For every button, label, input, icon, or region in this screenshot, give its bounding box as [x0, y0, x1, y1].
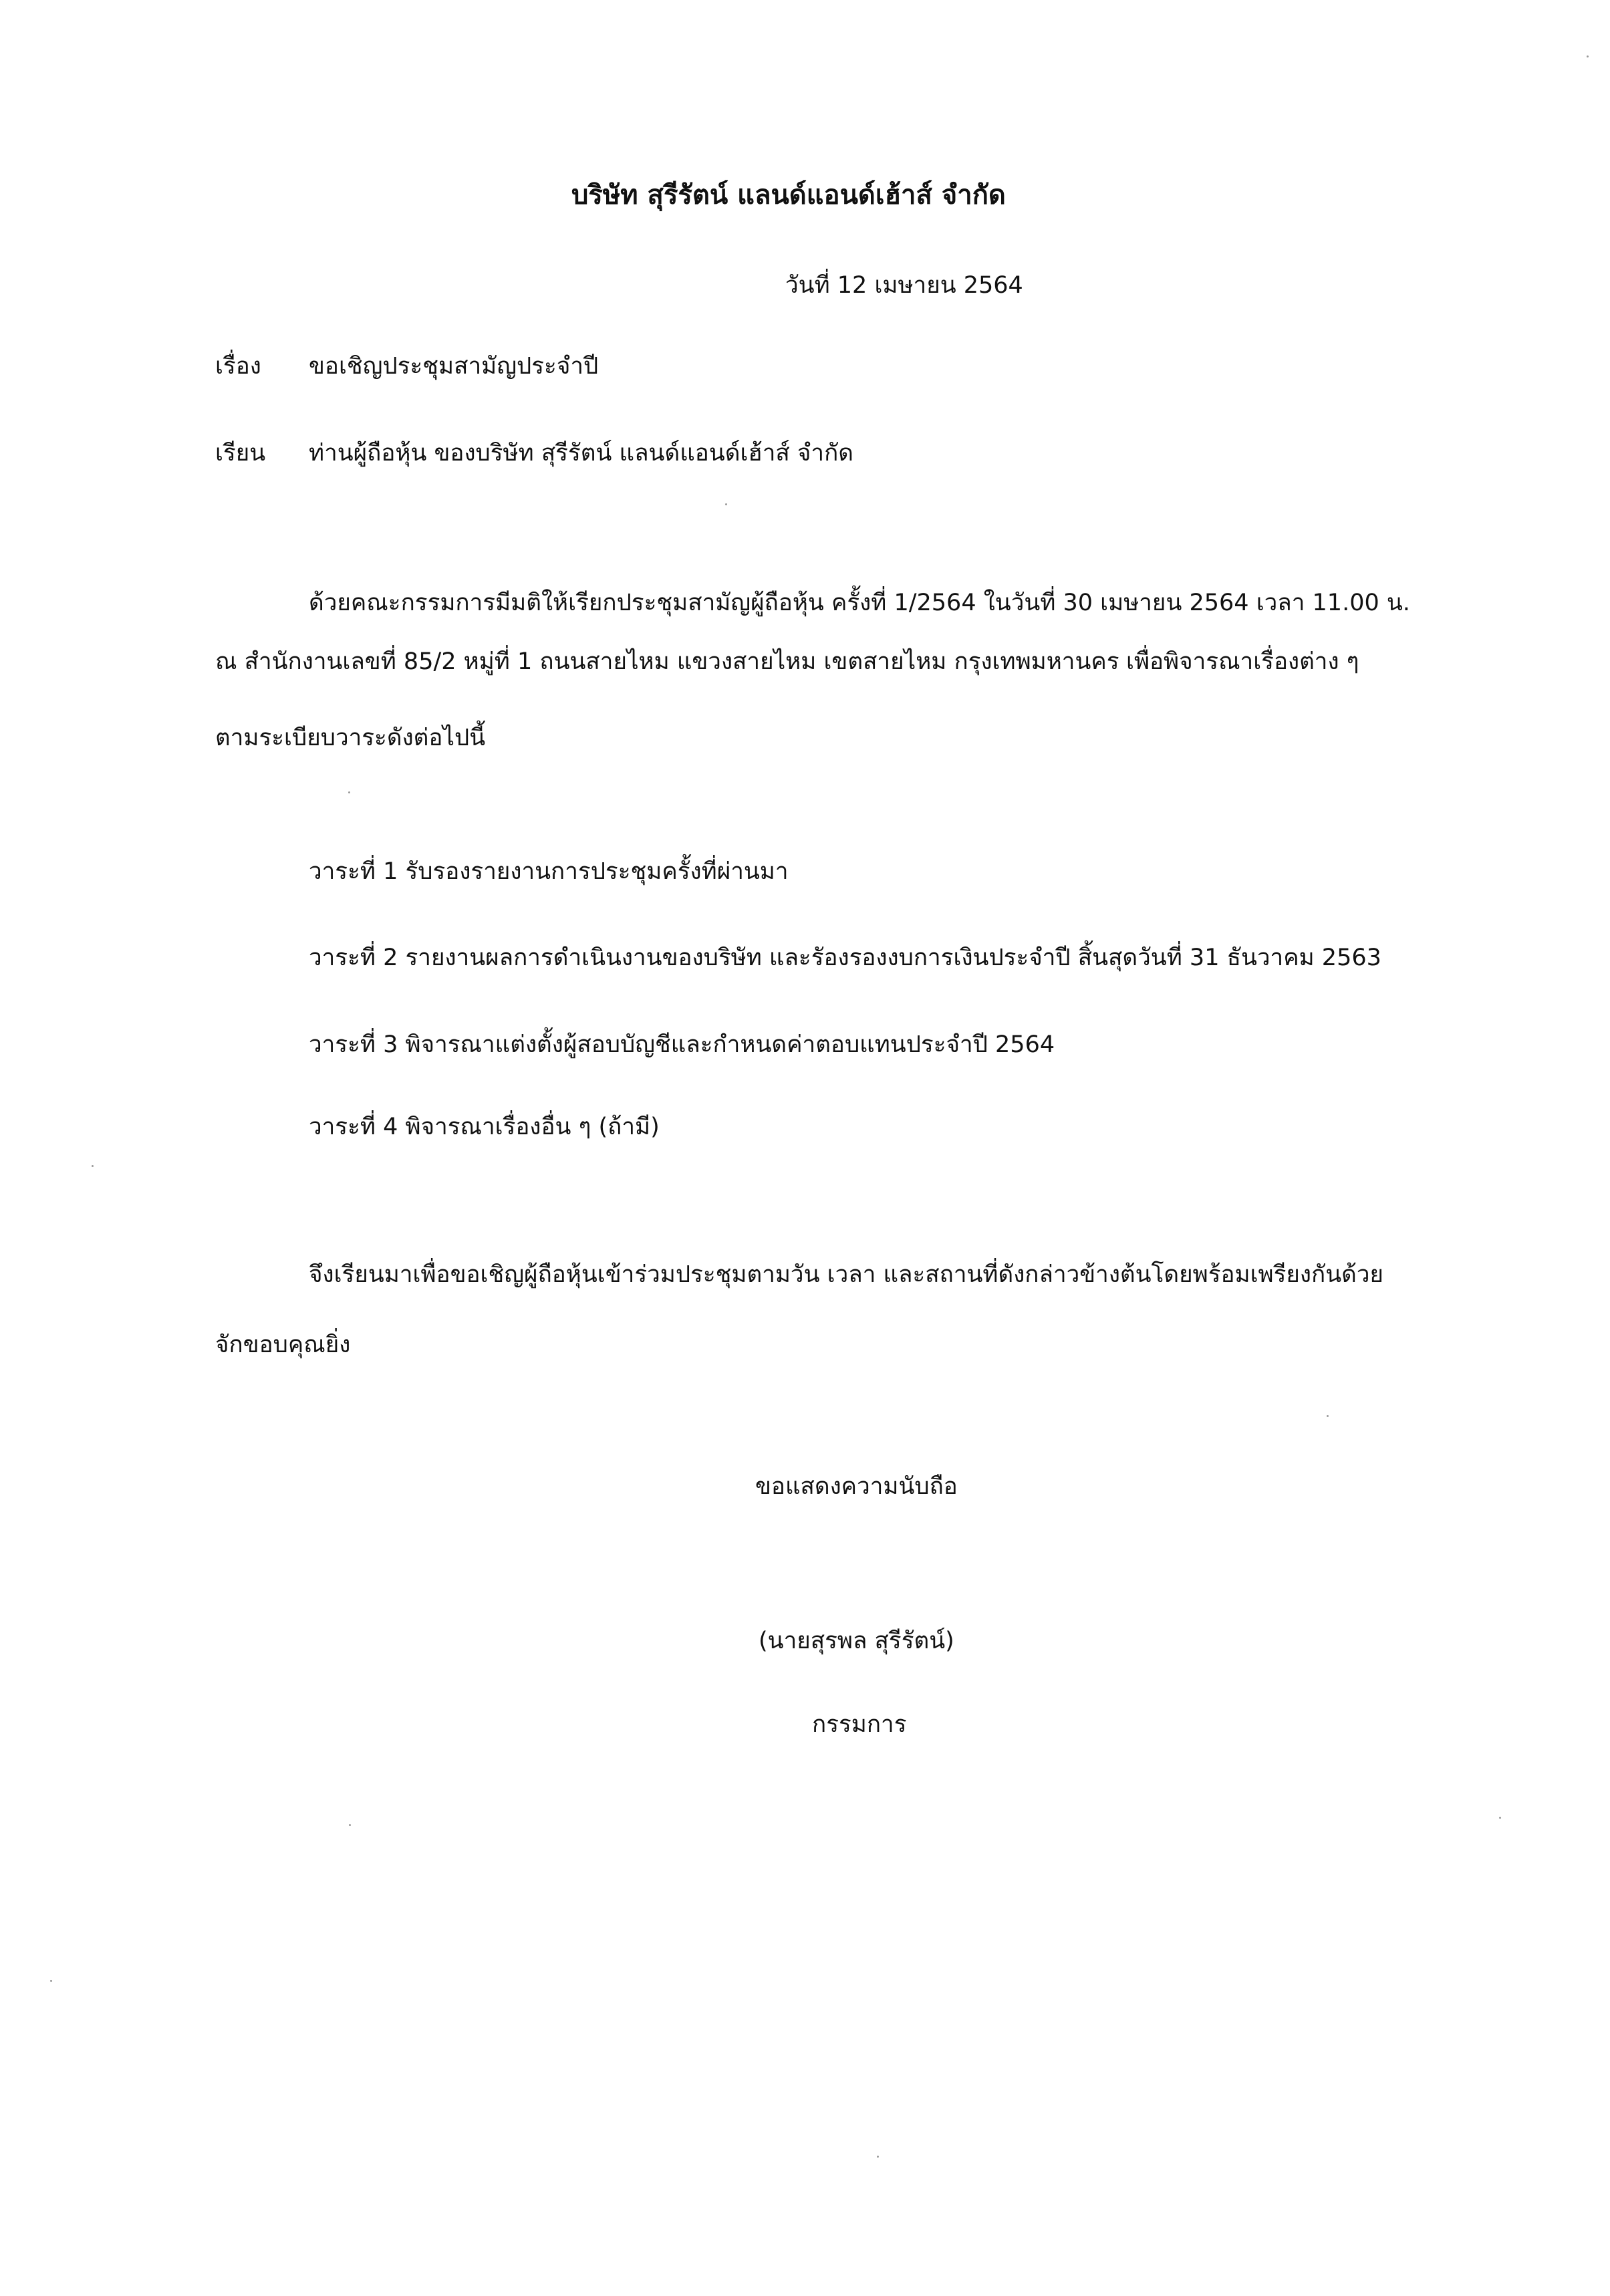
complimentary-close: ขอแสดงความนับถือ: [755, 1473, 958, 1500]
scan-speck: [92, 1165, 94, 1167]
signer-name: (นายสุรพล สุรีรัตน์): [759, 1628, 954, 1654]
subject-text: ขอเชิญประชุมสามัญประจำปี: [309, 353, 599, 380]
scan-speck: [1587, 55, 1589, 57]
scan-speck: [725, 503, 727, 505]
scan-speck: [348, 791, 350, 793]
recipient-label: เรียน: [215, 440, 266, 467]
agenda-item-1: วาระที่ 1 รับรองรายงานการประชุมครั้งที่ผ่านมา: [309, 858, 789, 885]
company-title: บริษัท สุรีรัตน์ แลนด์แอนด์เฮ้าส์ จำกัด: [571, 180, 1006, 211]
recipient-text: ท่านผู้ถือหุ้น ของบริษัท สุรีรัตน์ แลนด์แอนด์เฮ้าส์ จำกัด: [309, 440, 853, 467]
signer-position: กรรมการ: [812, 1711, 907, 1738]
closing-paragraph-line-2: จักขอบคุณยิ่ง: [215, 1331, 351, 1358]
agenda-item-3: วาระที่ 3 พิจารณาแต่งตั้งผู้สอบบัญชีและกำหนดค่าตอบแทนประจำปี 2564: [309, 1031, 1055, 1058]
scan-speck: [50, 1980, 52, 1982]
letter-date: วันที่ 12 เมษายน 2564: [785, 272, 1023, 299]
closing-paragraph-line-1: จึงเรียนมาเพื่อขอเชิญผู้ถือหุ้นเข้าร่วมประชุมตามวัน เวลา และสถานที่ดังกล่าวข้างต้นโดยพร้อมเพรียงกันด้วย: [309, 1261, 1384, 1288]
subject-label: เรื่อง: [215, 353, 261, 380]
intro-paragraph-line-2-end: เพื่อพิจารณาเรื่องต่าง ๆ: [1126, 648, 1359, 675]
scan-speck: [1499, 1817, 1501, 1819]
scan-speck: [1327, 1415, 1329, 1417]
intro-paragraph-line-1: ด้วยคณะกรรมการมีมติให้เรียกประชุมสามัญผู้ถือหุ้น ครั้งที่ 1/2564 ในวันที่ 30 เมษายน 2564 เวลา 11.00 น.: [309, 590, 1410, 616]
scan-speck: [877, 2156, 879, 2158]
agenda-item-2: วาระที่ 2 รายงานผลการดำเนินงานของบริษัท และรัองรองงบการเงินประจำปี สิ้นสุดวันที่ 31 ธันวาคม 2563: [309, 944, 1381, 971]
intro-paragraph-line-3: ตามระเบียบวาระดังต่อไปนี้: [215, 725, 486, 751]
intro-paragraph-line-2: ณ สำนักงานเลขที่ 85/2 หมู่ที่ 1 ถนนสายไหม แขวงสายไหม เขตสายไหม กรุงเทพมหานคร: [215, 648, 1119, 675]
scan-speck: [349, 1824, 351, 1826]
agenda-item-4: วาระที่ 4 พิจารณาเรื่องอื่น ๆ (ถ้ามี): [309, 1114, 660, 1140]
